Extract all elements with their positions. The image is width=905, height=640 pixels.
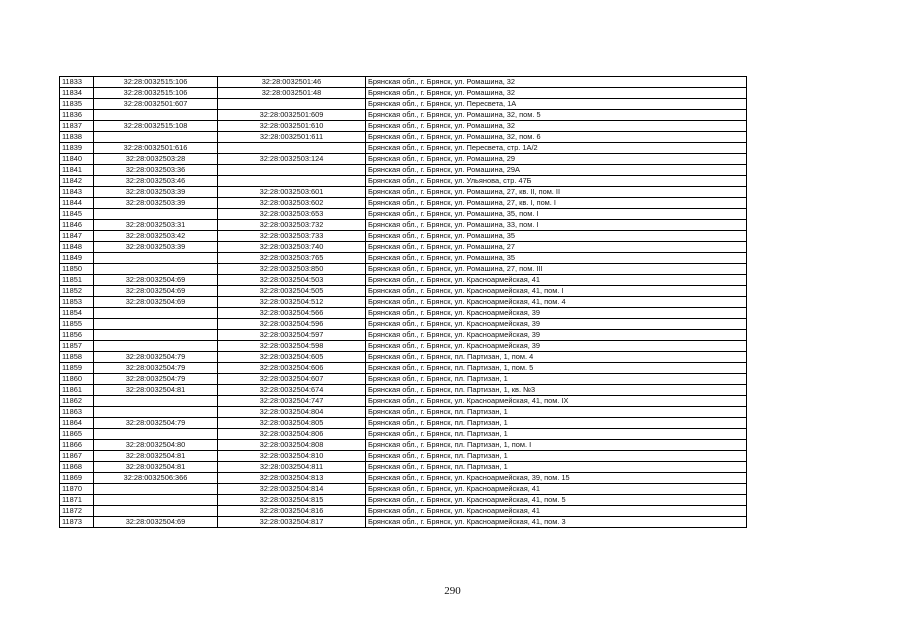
land-plot-cadastral-number-cell — [94, 429, 218, 440]
object-cadastral-number-cell: 32:28:0032501:46 — [218, 77, 366, 88]
object-cadastral-number-cell: 32:28:0032504:747 — [218, 396, 366, 407]
table-row — [60, 429, 747, 440]
address-cell: Брянская обл., г. Брянск, ул. Красноармейская, 39 — [366, 330, 747, 341]
table-row — [60, 385, 747, 396]
land-plot-cadastral-number-cell — [94, 319, 218, 330]
land-plot-cadastral-number-cell: 32:28:0032515:108 — [94, 121, 218, 132]
address-cell: Брянская обл., г. Брянск, ул. Красноармейская, 39 — [366, 308, 747, 319]
object-cadastral-number-cell: 32:28:0032503:732 — [218, 220, 366, 231]
table-row — [60, 209, 747, 220]
table-row — [60, 440, 747, 451]
address-cell: Брянская обл., г. Брянск, ул. Ромашина, 27, кв. II, пом. II — [366, 187, 747, 198]
land-plot-cadastral-number-cell: 32:28:0032504:79 — [94, 374, 218, 385]
object-cadastral-number-cell: 32:28:0032504:505 — [218, 286, 366, 297]
table-row — [60, 132, 747, 143]
row-number-cell: 11862 — [60, 396, 94, 407]
land-plot-cadastral-number-cell: 32:28:0032504:80 — [94, 440, 218, 451]
address-cell: Брянская обл., г. Брянск, ул. Красноармейская, 41 — [366, 275, 747, 286]
row-number-cell: 11842 — [60, 176, 94, 187]
land-plot-cadastral-number-cell: 32:28:0032503:36 — [94, 165, 218, 176]
land-plot-cadastral-number-cell: 32:28:0032503:39 — [94, 198, 218, 209]
address-cell: Брянская обл., г. Брянск, ул. Ромашина, 32, пом. 6 — [366, 132, 747, 143]
address-cell: Брянская обл., г. Брянск, ул. Красноармейская, 41, пом. I — [366, 286, 747, 297]
object-cadastral-number-cell: 32:28:0032504:815 — [218, 495, 366, 506]
object-cadastral-number-cell: 32:28:0032504:804 — [218, 407, 366, 418]
address-cell: Брянская обл., г. Брянск, пл. Партизан, 1 — [366, 451, 747, 462]
address-cell: Брянская обл., г. Брянск, ул. Ромашина, 35, пом. I — [366, 209, 747, 220]
land-plot-cadastral-number-cell — [94, 396, 218, 407]
row-number-cell: 11858 — [60, 352, 94, 363]
row-number-cell: 11844 — [60, 198, 94, 209]
row-number-cell: 11840 — [60, 154, 94, 165]
object-cadastral-number-cell: 32:28:0032504:805 — [218, 418, 366, 429]
address-cell: Брянская обл., г. Брянск, ул. Ромашина, 29 — [366, 154, 747, 165]
row-number-cell: 11851 — [60, 275, 94, 286]
row-number-cell: 11833 — [60, 77, 94, 88]
row-number-cell: 11846 — [60, 220, 94, 231]
table-row — [60, 396, 747, 407]
land-plot-cadastral-number-cell: 32:28:0032501:607 — [94, 99, 218, 110]
address-cell: Брянская обл., г. Брянск, ул. Ромашина, 33, пом. I — [366, 220, 747, 231]
row-number-cell: 11867 — [60, 451, 94, 462]
table-row — [60, 253, 747, 264]
land-plot-cadastral-number-cell: 32:28:0032504:81 — [94, 385, 218, 396]
address-cell: Брянская обл., г. Брянск, ул. Красноармейская, 39 — [366, 341, 747, 352]
address-cell: Брянская обл., г. Брянск, ул. Ромашина, 27 — [366, 242, 747, 253]
row-number-cell: 11854 — [60, 308, 94, 319]
address-cell: Брянская обл., г. Брянск, ул. Ромашина, 29А — [366, 165, 747, 176]
land-plot-cadastral-number-cell — [94, 506, 218, 517]
address-cell: Брянская обл., г. Брянск, пл. Партизан, 1, пом. I — [366, 440, 747, 451]
object-cadastral-number-cell — [218, 99, 366, 110]
address-cell: Брянская обл., г. Брянск, ул. Красноармейская, 39, пом. 15 — [366, 473, 747, 484]
object-cadastral-number-cell: 32:28:0032501:609 — [218, 110, 366, 121]
table-row — [60, 220, 747, 231]
table-row — [60, 374, 747, 385]
row-number-cell: 11849 — [60, 253, 94, 264]
row-number-cell: 11866 — [60, 440, 94, 451]
object-cadastral-number-cell: 32:28:0032504:598 — [218, 341, 366, 352]
object-cadastral-number-cell: 32:28:0032504:810 — [218, 451, 366, 462]
address-cell: Брянская обл., г. Брянск, пл. Партизан, 1 — [366, 418, 747, 429]
object-cadastral-number-cell: 32:28:0032503:602 — [218, 198, 366, 209]
address-cell: Брянская обл., г. Брянск, ул. Красноармейская, 39 — [366, 319, 747, 330]
table-row — [60, 407, 747, 418]
object-cadastral-number-cell: 32:28:0032501:611 — [218, 132, 366, 143]
address-cell: Брянская обл., г. Брянск, ул. Красноармейская, 41 — [366, 506, 747, 517]
row-number-cell: 11855 — [60, 319, 94, 330]
row-number-cell: 11838 — [60, 132, 94, 143]
land-plot-cadastral-number-cell: 32:28:0032504:81 — [94, 462, 218, 473]
object-cadastral-number-cell: 32:28:0032504:817 — [218, 517, 366, 528]
row-number-cell: 11860 — [60, 374, 94, 385]
table-row — [60, 341, 747, 352]
table-row — [60, 110, 747, 121]
address-cell: Брянская обл., г. Брянск, ул. Ромашина, 32 — [366, 88, 747, 99]
table-row — [60, 198, 747, 209]
object-cadastral-number-cell: 32:28:0032504:806 — [218, 429, 366, 440]
row-number-cell: 11869 — [60, 473, 94, 484]
land-plot-cadastral-number-cell: 32:28:0032504:69 — [94, 297, 218, 308]
row-number-cell: 11839 — [60, 143, 94, 154]
object-cadastral-number-cell — [218, 176, 366, 187]
row-number-cell: 11847 — [60, 231, 94, 242]
land-plot-cadastral-number-cell — [94, 330, 218, 341]
table-row — [60, 506, 747, 517]
table-row — [60, 495, 747, 506]
table-row — [60, 88, 747, 99]
object-cadastral-number-cell: 32:28:0032504:566 — [218, 308, 366, 319]
object-cadastral-number-cell: 32:28:0032504:605 — [218, 352, 366, 363]
land-plot-cadastral-number-cell: 32:28:0032504:69 — [94, 275, 218, 286]
land-plot-cadastral-number-cell: 32:28:0032504:69 — [94, 286, 218, 297]
table-row — [60, 165, 747, 176]
table-row — [60, 121, 747, 132]
address-cell: Брянская обл., г. Брянск, пл. Партизан, 1 — [366, 374, 747, 385]
land-plot-cadastral-number-cell: 32:28:0032504:69 — [94, 517, 218, 528]
address-cell: Брянская обл., г. Брянск, пл. Партизан, 1, пом. 4 — [366, 352, 747, 363]
object-cadastral-number-cell: 32:28:0032504:512 — [218, 297, 366, 308]
table-row — [60, 187, 747, 198]
object-cadastral-number-cell: 32:28:0032503:124 — [218, 154, 366, 165]
address-cell: Брянская обл., г. Брянск, пл. Партизан, 1, кв. №3 — [366, 385, 747, 396]
row-number-cell: 11861 — [60, 385, 94, 396]
table-row — [60, 462, 747, 473]
address-cell: Брянская обл., г. Брянск, ул. Ромашина, 32 — [366, 77, 747, 88]
address-cell: Брянская обл., г. Брянск, ул. Красноармейская, 41 — [366, 484, 747, 495]
row-number-cell: 11852 — [60, 286, 94, 297]
row-number-cell: 11873 — [60, 517, 94, 528]
row-number-cell: 11850 — [60, 264, 94, 275]
object-cadastral-number-cell: 32:28:0032504:674 — [218, 385, 366, 396]
row-number-cell: 11857 — [60, 341, 94, 352]
address-cell: Брянская обл., г. Брянск, ул. Ромашина, 27, кв. I, пом. I — [366, 198, 747, 209]
address-cell: Брянская обл., г. Брянск, ул. Ромашина, 32 — [366, 121, 747, 132]
row-number-cell: 11835 — [60, 99, 94, 110]
row-number-cell: 11865 — [60, 429, 94, 440]
object-cadastral-number-cell: 32:28:0032503:740 — [218, 242, 366, 253]
land-plot-cadastral-number-cell: 32:28:0032503:28 — [94, 154, 218, 165]
land-plot-cadastral-number-cell — [94, 341, 218, 352]
object-cadastral-number-cell — [218, 165, 366, 176]
land-plot-cadastral-number-cell: 32:28:0032503:42 — [94, 231, 218, 242]
table-row — [60, 275, 747, 286]
land-plot-cadastral-number-cell — [94, 308, 218, 319]
land-plot-cadastral-number-cell: 32:28:0032504:79 — [94, 418, 218, 429]
table-row — [60, 517, 747, 528]
table-row — [60, 330, 747, 341]
table-row — [60, 154, 747, 165]
table-row — [60, 319, 747, 330]
table-row — [60, 484, 747, 495]
table-row — [60, 242, 747, 253]
row-number-cell: 11843 — [60, 187, 94, 198]
address-cell: Брянская обл., г. Брянск, ул. Пересвета, 1А — [366, 99, 747, 110]
object-cadastral-number-cell: 32:28:0032504:816 — [218, 506, 366, 517]
address-cell: Брянская обл., г. Брянск, ул. Ульянова, стр. 47Б — [366, 176, 747, 187]
land-plot-cadastral-number-cell — [94, 209, 218, 220]
object-cadastral-number-cell: 32:28:0032503:850 — [218, 264, 366, 275]
object-cadastral-number-cell: 32:28:0032503:653 — [218, 209, 366, 220]
address-cell: Брянская обл., г. Брянск, ул. Ромашина, 35 — [366, 253, 747, 264]
table-row — [60, 176, 747, 187]
row-number-cell: 11834 — [60, 88, 94, 99]
object-cadastral-number-cell: 32:28:0032504:596 — [218, 319, 366, 330]
table-row — [60, 143, 747, 154]
table-row — [60, 264, 747, 275]
land-plot-cadastral-number-cell — [94, 110, 218, 121]
land-plot-cadastral-number-cell — [94, 264, 218, 275]
address-cell: Брянская обл., г. Брянск, ул. Красноармейская, 41, пом. 3 — [366, 517, 747, 528]
table-row — [60, 99, 747, 110]
object-cadastral-number-cell: 32:28:0032501:610 — [218, 121, 366, 132]
land-plot-cadastral-number-cell — [94, 253, 218, 264]
row-number-cell: 11845 — [60, 209, 94, 220]
address-cell: Брянская обл., г. Брянск, ул. Красноармейская, 41, пом. 5 — [366, 495, 747, 506]
object-cadastral-number-cell: 32:28:0032504:813 — [218, 473, 366, 484]
row-number-cell: 11868 — [60, 462, 94, 473]
address-cell: Брянская обл., г. Брянск, ул. Ромашина, 35 — [366, 231, 747, 242]
land-plot-cadastral-number-cell: 32:28:0032503:39 — [94, 187, 218, 198]
object-cadastral-number-cell: 32:28:0032503:601 — [218, 187, 366, 198]
object-cadastral-number-cell: 32:28:0032504:597 — [218, 330, 366, 341]
table-row — [60, 297, 747, 308]
row-number-cell: 11871 — [60, 495, 94, 506]
object-cadastral-number-cell: 32:28:0032504:808 — [218, 440, 366, 451]
property-table — [59, 76, 747, 528]
land-plot-cadastral-number-cell: 32:28:0032515:106 — [94, 88, 218, 99]
object-cadastral-number-cell: 32:28:0032504:814 — [218, 484, 366, 495]
table-body — [60, 77, 747, 528]
land-plot-cadastral-number-cell: 32:28:0032501:616 — [94, 143, 218, 154]
land-plot-cadastral-number-cell: 32:28:0032515:106 — [94, 77, 218, 88]
row-number-cell: 11836 — [60, 110, 94, 121]
address-cell: Брянская обл., г. Брянск, пл. Партизан, 1 — [366, 429, 747, 440]
row-number-cell: 11872 — [60, 506, 94, 517]
object-cadastral-number-cell: 32:28:0032504:607 — [218, 374, 366, 385]
land-plot-cadastral-number-cell: 32:28:0032506:366 — [94, 473, 218, 484]
table-row — [60, 77, 747, 88]
object-cadastral-number-cell: 32:28:0032501:48 — [218, 88, 366, 99]
land-plot-cadastral-number-cell: 32:28:0032504:79 — [94, 352, 218, 363]
address-cell: Брянская обл., г. Брянск, ул. Пересвета, стр. 1А/2 — [366, 143, 747, 154]
table-row — [60, 473, 747, 484]
land-plot-cadastral-number-cell: 32:28:0032503:39 — [94, 242, 218, 253]
land-plot-cadastral-number-cell — [94, 495, 218, 506]
land-plot-cadastral-number-cell: 32:28:0032504:81 — [94, 451, 218, 462]
row-number-cell: 11870 — [60, 484, 94, 495]
land-plot-cadastral-number-cell — [94, 407, 218, 418]
object-cadastral-number-cell: 32:28:0032504:606 — [218, 363, 366, 374]
object-cadastral-number-cell: 32:28:0032504:811 — [218, 462, 366, 473]
row-number-cell: 11841 — [60, 165, 94, 176]
table-row — [60, 451, 747, 462]
land-plot-cadastral-number-cell: 32:28:0032503:46 — [94, 176, 218, 187]
row-number-cell: 11856 — [60, 330, 94, 341]
row-number-cell: 11853 — [60, 297, 94, 308]
land-plot-cadastral-number-cell: 32:28:0032503:31 — [94, 220, 218, 231]
address-cell: Брянская обл., г. Брянск, ул. Ромашина, 32, пом. 5 — [366, 110, 747, 121]
object-cadastral-number-cell — [218, 143, 366, 154]
object-cadastral-number-cell: 32:28:0032504:503 — [218, 275, 366, 286]
table-row — [60, 352, 747, 363]
address-cell: Брянская обл., г. Брянск, ул. Ромашина, 27, пом. III — [366, 264, 747, 275]
land-plot-cadastral-number-cell — [94, 484, 218, 495]
object-cadastral-number-cell: 32:28:0032503:765 — [218, 253, 366, 264]
row-number-cell: 11864 — [60, 418, 94, 429]
table-row — [60, 308, 747, 319]
table-row — [60, 418, 747, 429]
land-plot-cadastral-number-cell — [94, 132, 218, 143]
table-row — [60, 231, 747, 242]
land-plot-cadastral-number-cell: 32:28:0032504:79 — [94, 363, 218, 374]
page-number: 290 — [444, 585, 461, 597]
row-number-cell: 11848 — [60, 242, 94, 253]
address-cell: Брянская обл., г. Брянск, ул. Красноармейская, 41, пом. 4 — [366, 297, 747, 308]
object-cadastral-number-cell: 32:28:0032503:733 — [218, 231, 366, 242]
address-cell: Брянская обл., г. Брянск, пл. Партизан, 1 — [366, 462, 747, 473]
table-row — [60, 286, 747, 297]
address-cell: Брянская обл., г. Брянск, пл. Партизан, 1, пом. 5 — [366, 363, 747, 374]
row-number-cell: 11859 — [60, 363, 94, 374]
address-cell: Брянская обл., г. Брянск, пл. Партизан, 1 — [366, 407, 747, 418]
table-row — [60, 363, 747, 374]
row-number-cell: 11863 — [60, 407, 94, 418]
address-cell: Брянская обл., г. Брянск, ул. Красноармейская, 41, пом. IX — [366, 396, 747, 407]
row-number-cell: 11837 — [60, 121, 94, 132]
